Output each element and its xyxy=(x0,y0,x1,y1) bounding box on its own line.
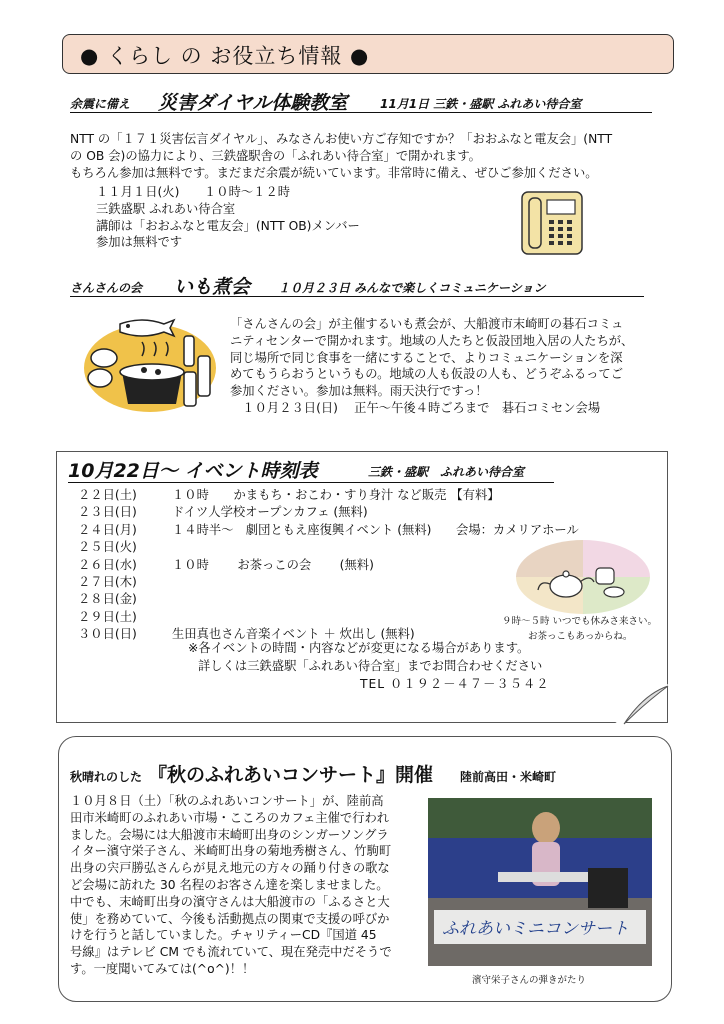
imoni-title: いも煮会 xyxy=(174,276,251,298)
text-line: 田市米崎町のふれあい市場・こころのカフェ主催で行われ xyxy=(70,810,390,825)
text-line: の OB 会)の協力により、三鉄盛駅舎の「ふれあい待合室」で開かれます。 xyxy=(70,148,481,163)
text-line: １０月８日（土）「秋のふれあいコンサート」が、陸前高 xyxy=(70,794,384,808)
event-date: ３０日(日) xyxy=(78,627,137,642)
photo-caption: 濱守栄子さんの弾きがたり xyxy=(472,975,587,986)
event-row xyxy=(78,539,579,556)
imoni-prefix: さんさんの会 xyxy=(70,281,143,295)
disaster-heading xyxy=(70,88,652,113)
text-line: めてもうらおうというもの。地域の人も仮設の人も、どうぞふるってご xyxy=(230,367,624,382)
event-tel: TEL ０１９２－４７－３５４２ xyxy=(360,677,550,691)
disaster-meta: 11月1日 三鉄・盛駅 ふれあい待合室 xyxy=(380,97,582,111)
event-date: ２４日(月) xyxy=(78,522,137,537)
event-title: 10月22日～ イベント時刻表 xyxy=(68,460,318,482)
text-line: 同じ場所で同じ食事を一緒にすることで、よりコミュニケーションを深 xyxy=(230,350,623,365)
text-line: 号線』はテレビ CM でも流れていて、現在発売中だそうで xyxy=(70,945,392,960)
event-heading xyxy=(68,456,554,483)
disaster-prefix: 余震に備え xyxy=(70,97,131,111)
text-line: イター濱守栄子さん、米崎町出身の菊地秀樹さん、竹駒町 xyxy=(70,844,392,859)
event-row xyxy=(78,504,579,521)
event-date: ２６日(水) xyxy=(78,557,137,572)
imoni-pot-illustration xyxy=(80,316,220,416)
event-date: ２９日(土) xyxy=(78,609,137,624)
concert-description xyxy=(70,793,392,978)
event-place: 三鉄・盛駅 ふれあい待合室 xyxy=(368,465,525,479)
detail-line: 講師は「おおふなと電友会」(NTT OB)メンバー xyxy=(96,218,360,233)
event-row xyxy=(78,557,579,574)
event-date: ２７日(木) xyxy=(78,574,137,589)
text-line: １０月２３日(日) 正午～午後４時ごろまで 碁石コミセン会場 xyxy=(230,400,601,415)
event-desc: １４時半～ 劇団ともえ座復興イベント (無料) 会場：カメリアホール xyxy=(172,522,579,537)
detail-line: 参加は無料です xyxy=(96,235,183,250)
teapot-illustration xyxy=(516,540,650,614)
imoni-description xyxy=(230,316,633,417)
event-date: ２３日(日) xyxy=(78,505,137,520)
event-desc: １０時 お茶っこの会 (無料) xyxy=(172,557,374,572)
imoni-meta: １０月２３日 みんなで楽しくコミュニケーション xyxy=(278,281,546,295)
event-desc: 生田真也さん音楽イベント ＋ 炊出し (無料) xyxy=(172,627,415,642)
text-line: 使」を務めていて、今後も活動拠点の関東で支援の呼びか xyxy=(70,911,390,926)
text-line: けを行うと話していました。チャリティーCD『国道 45 xyxy=(70,928,377,943)
event-row xyxy=(78,522,579,539)
text-line: ニティセンターで開かれます。地域の人たちと仮設団地入居の人たちが、 xyxy=(230,333,634,348)
teapot-caption-2: お茶っこもあっからね。 xyxy=(528,631,633,642)
text-line: もちろん参加は無料です。まだまだ余震が続いています。非常時に備え、ぜひご参加ください。 xyxy=(70,165,598,180)
event-row xyxy=(78,591,579,608)
concert-photo xyxy=(428,798,652,966)
page-title: ● くらし の お役立ち情報 ● xyxy=(80,44,370,68)
event-date: ２５日(火) xyxy=(78,540,137,555)
event-note-2: 詳しくは三鉄盛駅「ふれあい待合室」までお問合わせください xyxy=(198,659,543,673)
text-line: ど会場に訪れた 30 名程のお客さん達を楽しませました。 xyxy=(70,877,389,892)
event-note-1: ※各イベントの時間・内容などが変更になる場合があります。 xyxy=(188,641,530,655)
page-curl xyxy=(614,684,670,726)
detail-line: 三鉄盛駅 ふれあい待合室 xyxy=(96,201,236,216)
event-row xyxy=(78,574,579,591)
text-line: 中でも、末崎町出身の濱守さんは大船渡市の「ふるさと大 xyxy=(70,894,390,909)
telephone-icon xyxy=(520,190,584,256)
event-date: ２２日(土) xyxy=(78,488,137,502)
text-line: ました。会場には大船渡市末崎町出身のシンガーソングラ xyxy=(70,827,389,842)
photo-banner: ふれあいミニコンサート xyxy=(442,919,629,939)
text-line: す。一度聞いてみては(^o^)！！ xyxy=(70,961,255,976)
concert-place: 陸前高田・米崎町 xyxy=(460,770,557,784)
teapot-caption-1: ９時～５時 いつでも休みさ来さい。 xyxy=(502,616,658,627)
concert-heading xyxy=(70,760,630,786)
text-line: 参加ください。参加は無料。雨天決行ですっ！ xyxy=(230,384,488,399)
concert-title: 『秋のふれあいコンサート』開催 xyxy=(148,764,434,786)
detail-line: １１月１日(火) １０時～１２時 xyxy=(96,185,291,199)
concert-prefix: 秋晴れのした xyxy=(70,770,143,784)
disaster-title: 災害ダイヤル体験教室 xyxy=(158,92,348,114)
event-date: ２８日(金) xyxy=(78,592,137,607)
text-line: 出身の宍戸勝弘さんらが見え地元の方々の踊り付きの歌な xyxy=(70,861,390,876)
event-row xyxy=(78,487,579,504)
disaster-description xyxy=(70,131,612,181)
text-line: 「さんさんの会」が主催するいも煮会が、大船渡市末崎町の碁石コミュ xyxy=(230,317,624,331)
text-line: NTT の「１７１災害伝言ダイヤル」、みなさんお使い方ご存知ですか？「おおふなと電友会」(NTT xyxy=(70,132,613,146)
event-desc: ドイツ人学校オープンカフェ (無料) xyxy=(172,505,368,520)
event-desc: １０時 かまもち・おこわ・すり身汁 など販売 【有料】 xyxy=(172,488,500,502)
imoni-heading xyxy=(70,272,644,297)
disaster-details xyxy=(96,184,360,251)
